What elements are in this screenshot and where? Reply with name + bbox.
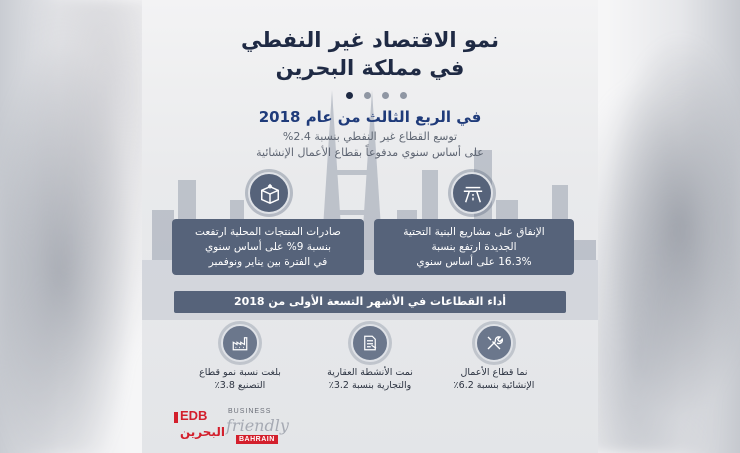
pagination-dot[interactable] xyxy=(364,92,371,99)
edb-logo-bar xyxy=(174,412,178,423)
main-title-line1: نمو الاقتصاد غير النفطي xyxy=(240,28,500,52)
pagination-dot[interactable] xyxy=(400,92,407,99)
edb-logo-text: EDB xyxy=(180,408,208,423)
infrastructure-spending-box xyxy=(374,219,574,275)
infrastructure-line3: 16.3% على أساس سنوي xyxy=(416,256,532,268)
real-estate-line1: نمت الأنشطة العقارية xyxy=(327,367,413,378)
pagination-dot[interactable] xyxy=(346,92,353,99)
pagination-dots xyxy=(346,92,406,100)
manufacturing-line2: التصنيع 3.8٪ xyxy=(214,380,266,391)
document-icon xyxy=(351,324,389,362)
infographic-card xyxy=(142,0,598,453)
box-icon xyxy=(248,172,290,214)
exports-line2: بنسبة 9% على أساس سنوي xyxy=(204,241,332,253)
real-estate-sector-text xyxy=(310,366,430,392)
construction-line2: الإنشائية بنسبة 6.2٪ xyxy=(453,380,535,391)
bf-business-text: BUSINESS xyxy=(228,408,272,415)
blurred-left-edge xyxy=(0,0,150,453)
growth-summary-line2: على أساس سنوي مدفوعاً بقطاع الأعمال الإنشائية xyxy=(256,146,484,159)
quarter-heading: في الربع الثالث من عام 2018 xyxy=(258,108,482,126)
infrastructure-line2: الجديدة ارتفع بنسبة xyxy=(431,241,517,253)
construction-sector-text xyxy=(434,366,554,392)
infrastructure-line1: الإنفاق على مشاريع البنية التحتية xyxy=(403,226,545,238)
business-friendly-logo xyxy=(224,408,294,448)
construction-line1: نما قطاع الأعمال xyxy=(460,367,528,378)
factory-icon xyxy=(221,324,259,362)
bf-friendly-text: friendly xyxy=(226,416,289,435)
bf-bahrain-badge: BAHRAIN xyxy=(236,435,278,444)
real-estate-line2: والتجارية بنسبة 3.2٪ xyxy=(328,380,412,391)
edb-logo-arabic: البحرين xyxy=(180,425,225,439)
manufacturing-line1: بلغت نسبة نمو قطاع xyxy=(199,367,281,378)
exports-growth-box xyxy=(172,219,364,275)
highway-icon xyxy=(451,172,493,214)
manufacturing-sector-text xyxy=(180,366,300,392)
main-title-line2: في مملكة البحرين xyxy=(275,56,465,80)
exports-line3: في الفترة بين يناير ونوفمبر xyxy=(208,256,328,268)
blurred-right-edge xyxy=(590,0,740,453)
growth-summary-line1: توسع القطاع غير النفطي بنسبة 2.4% xyxy=(282,130,458,143)
pagination-dot[interactable] xyxy=(382,92,389,99)
tools-icon xyxy=(475,324,513,362)
exports-line1: صادرات المنتجات المحلية ارتفعت xyxy=(195,226,341,238)
sectors-performance-band: أداء القطاعات في الأشهر التسعة الأولى من 2018 xyxy=(174,291,566,313)
